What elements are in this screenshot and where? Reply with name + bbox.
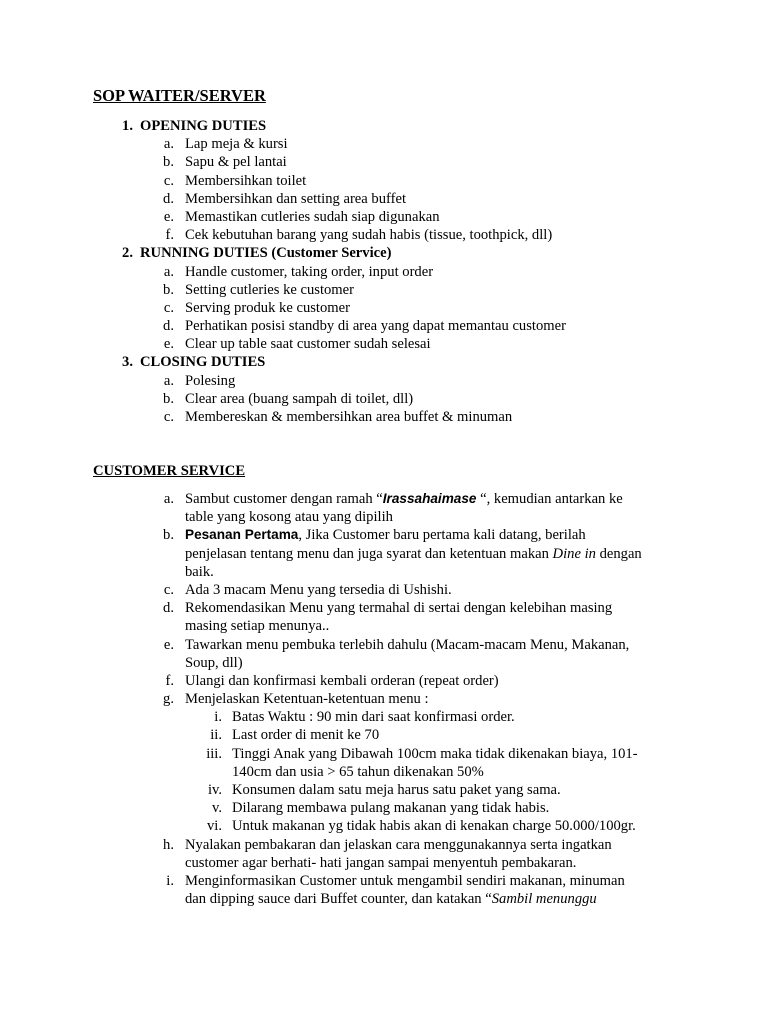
list-item-continuation: customer agar berhati- hati jangan sampai menyentuh pembakaran.: [185, 854, 577, 871]
list-item: b. Setting cutleries ke customer: [163, 281, 354, 298]
list-item: f. Cek kebutuhan barang yang sudah habis (tissue, toothpick, dll): [165, 227, 553, 244]
list-item-continuation: Soup, dll): [185, 654, 243, 671]
list-item: e. Tawarkan menu pembuka terlebih dahulu (Macam-macam Menu, Makanan,: [163, 636, 630, 653]
list-item: b. Pesanan Pertama, Jika Customer baru pertama kali datang, berilah: [163, 527, 586, 544]
sub-list-item: iii. Tinggi Anak yang Dibawah 100cm maka tidak dikenakan biaya, 101-: [206, 745, 638, 762]
list-item: b. Sapu & pel lantai: [163, 154, 287, 171]
list-item: c. Ada 3 macam Menu yang tersedia di Ushishi.: [163, 581, 452, 598]
section-number: 3.: [122, 354, 133, 371]
list-item: i. Menginformasikan Customer untuk mengambil sendiri makanan, minuman: [166, 872, 625, 889]
list-item: d. Membersihkan dan setting area buffet: [163, 190, 406, 207]
list-item: a. Sambut customer dengan ramah “Irassahaimase “, kemudian antarkan ke: [163, 491, 623, 507]
sub-list-item: ii. Last order di menit ke 70: [210, 727, 380, 744]
document-title: SOP WAITER/SERVER: [93, 86, 266, 105]
section-number: 2.: [122, 245, 133, 262]
section-opening-duties: [0, 117, 768, 426]
list-item: f. Ulangi dan konfirmasi kembali orderan (repeat order): [165, 672, 499, 689]
list-item: g. Menjelaskan Ketentuan-ketentuan menu :: [163, 691, 429, 708]
section-number: 1.: [122, 118, 133, 134]
section-heading: [0, 117, 768, 135]
section-heading: [0, 244, 768, 262]
list-item: h. Nyalakan pembakaran dan jelaskan cara menggunakannya serta ingatkan: [163, 836, 612, 853]
list-item: a. Lap meja & kursi: [163, 136, 288, 153]
list-item: c. Membersihkan toilet: [163, 172, 307, 189]
sub-list-item: i. Batas Waktu : 90 min dari saat konfirmasi order.: [214, 709, 515, 726]
section-title: OPENING DUTIES: [140, 118, 267, 134]
sub-list-item: vi. Untuk makanan yg tidak habis akan di kenakan charge 50.000/100gr.: [207, 818, 636, 835]
sub-list-item-continuation: 140cm dan usia > 65 tahun dikenakan 50%: [232, 763, 484, 780]
list-item: e. Clear up table saat customer sudah selesai: [163, 336, 431, 353]
list-item: a. Polesing: [163, 372, 236, 389]
list-item: d. Rekomendasikan Menu yang termahal di sertai dengan kelebihan masing: [163, 600, 613, 617]
greeting-phrase: Irassahaimase: [382, 491, 477, 506]
list-item-continuation: baik.: [185, 563, 214, 580]
list-item-continuation: dan dipping sauce dari Buffet counter, dan katakan “Sambil menunggu: [185, 891, 597, 908]
list-item: b. Clear area (buang sampah di toilet, dll): [163, 390, 414, 407]
list-item-continuation: masing setiap menunya..: [185, 618, 330, 635]
section-title: RUNNING DUTIES (Customer Service): [140, 245, 392, 262]
sub-list-item: iv. Konsumen dalam satu meja harus satu paket yang sama.: [207, 782, 561, 798]
section-title: CLOSING DUTIES: [140, 354, 266, 371]
list-item: c. Membereskan & membersihkan area buffet & minuman: [163, 409, 513, 425]
list-item: a. Handle customer, taking order, input order: [163, 263, 434, 280]
list-item: c. Serving produk ke customer: [163, 299, 350, 316]
list-item: e. Memastikan cutleries sudah siap digunakan: [163, 208, 440, 225]
list-item-continuation: penjelasan tentang menu dan juga syarat dan ketentuan makan Dine in dengan: [185, 545, 642, 562]
list-item-continuation: table yang kosong atau yang dipilih: [185, 509, 393, 526]
customer-service-title: CUSTOMER SERVICE: [93, 463, 246, 479]
sub-list-item: v. Dilarang membawa pulang makanan yang tidak habis.: [212, 800, 550, 817]
customer-service-list: [0, 490, 768, 908]
list-item: d. Perhatikan posisi standby di area yang dapat memantau customer: [163, 318, 566, 335]
section-heading: [0, 353, 768, 371]
